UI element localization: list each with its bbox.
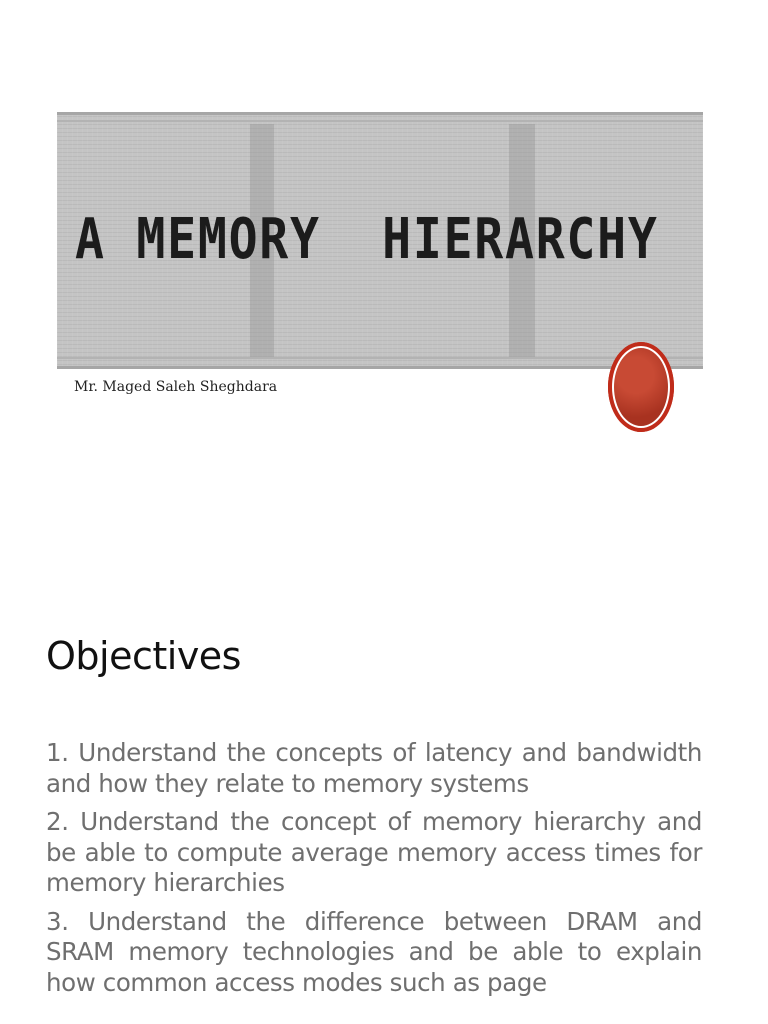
objectives-list <box>46 738 702 1006</box>
decorative-oval-badge <box>608 342 674 432</box>
objectives-heading: Objectives <box>46 634 241 678</box>
objective-item: 1. Understand the concepts of latency and bandwidth and how they relate to memory systems <box>46 738 702 798</box>
decorative-oval-inner <box>612 346 670 428</box>
band-stripe <box>57 112 703 115</box>
band-stripe <box>57 366 703 369</box>
objective-item: 3. Understand the difference between DRAM and SRAM memory technologies and be able to explain how common access modes such as page <box>46 906 702 997</box>
objective-item: 2. Understand the concept of memory hierarchy and be able to compute average memory access times for memory hierarchies <box>46 807 702 897</box>
objectives-slide <box>0 576 768 1024</box>
title-band <box>57 112 703 369</box>
slide-title: A MEMORY HIERARCHY <box>75 207 659 272</box>
band-stripe <box>57 120 703 122</box>
author-name: Mr. Maged Saleh Sheghdara <box>74 379 278 395</box>
band-stripe <box>57 357 703 359</box>
